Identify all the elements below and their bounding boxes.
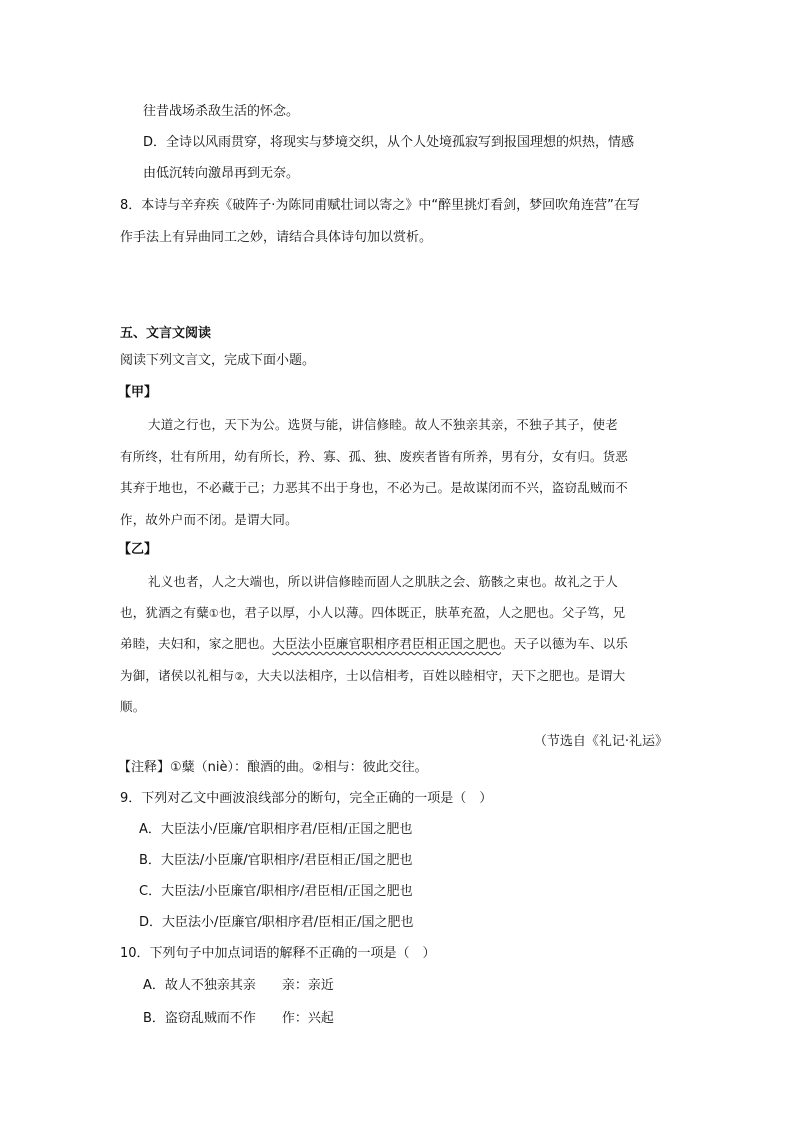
q7-option-d-line2: 由低沉转向激昂再到无奈。 bbox=[143, 166, 300, 181]
q10-stem: 10．下列句子中加点词语的解释不正确的一项是（ ） bbox=[120, 946, 436, 961]
section-title: 五、文言文阅读 bbox=[120, 326, 212, 341]
passage-yi-text: 为御，诸侯以礼相与 bbox=[120, 668, 235, 683]
q10-option-a: A．故人不独亲其亲 亲：亲近 bbox=[143, 978, 334, 993]
q9-option-a: A．大臣法小/臣廉/官职相序君/臣相/正国之肥也 bbox=[139, 822, 413, 837]
q7-option-c-continuation: 往昔战场杀敌生活的怀念。 bbox=[143, 104, 300, 119]
q8-stem-line2: 作手法上有异曲同工之妙，请结合具体诗句加以赏析。 bbox=[120, 230, 433, 245]
passage-jia-line: 有所终，壮有所用，幼有所长，矜、寡、孤、独、废疾者皆有所养，男有分，女有归。货恶 bbox=[120, 449, 629, 464]
passage-jia-label: 【甲】 bbox=[118, 385, 158, 400]
passage-yi-line: 礼义也者，人之大端也，所以讲信修睦而固人之肌肤之会、筋骸之束也。故礼之于人 bbox=[148, 574, 618, 589]
q9-stem: 9．下列对乙文中画波浪线部分的断句，完全正确的一项是（ ） bbox=[120, 791, 493, 806]
annotation-note: 【注释】①糵（niè）：酿酒的曲。②相与：彼此交往。 bbox=[118, 760, 428, 775]
q8-stem-line1: 8．本诗与辛弃疾《破阵子·为陈同甫赋壮词以寄之》中“醉里挑灯看剑，梦回吹角连营”在写 bbox=[120, 198, 640, 213]
passage-yi-text: ，大夫以法相序，士以信相考，百姓以睦相守，天下之肥也。是谓大 bbox=[244, 668, 626, 683]
passage-yi-text: 。天子以德为车、以乐 bbox=[501, 636, 629, 651]
passage-yi-line bbox=[120, 670, 625, 683]
passage-yi-text: 弟睦，夫妇和，家之肥也。 bbox=[120, 636, 273, 651]
passage-yi-label: 【乙】 bbox=[118, 542, 158, 557]
q9-option-d: D．大臣法小/臣廉官/职相序君/臣相正/国之肥也 bbox=[139, 915, 414, 930]
q9-option-b: B．大臣法/小臣廉/官职相序/君臣相正/国之肥也 bbox=[139, 853, 413, 868]
passage-yi-text: 也，君子以厚，小人以薄。四体既正，肤革充盈，人之肥也。父子笃，兄 bbox=[218, 605, 626, 620]
section-instruction: 阅读下列文言文，完成下面小题。 bbox=[120, 353, 316, 368]
q7-option-d-line1: D．全诗以风雨贯穿，将现实与梦境交织，从个人处境孤寂写到报国理想的炽热，情感 bbox=[143, 135, 635, 150]
passage-yi-line bbox=[120, 638, 628, 651]
footnote-marker: ① bbox=[208, 607, 219, 620]
footnote-marker: ② bbox=[234, 670, 245, 683]
passage-yi-text: 也，犹酒之有糵 bbox=[120, 605, 209, 620]
q10-option-b: B．盗窃乱贼而不作 作：兴起 bbox=[143, 1011, 334, 1026]
passage-jia-line: 大道之行也，天下为公。选贤与能，讲信修睦。故人不独亲其亲，不独子其子，使老 bbox=[148, 417, 618, 432]
passage-source: （节选自《礼记·礼运》 bbox=[533, 734, 668, 749]
passage-jia-line: 作，故外户而不闭。是谓大同。 bbox=[120, 512, 298, 527]
wavy-underlined-text: 大臣法小臣廉官职相序君臣相正国之肥也 bbox=[272, 636, 502, 651]
passage-yi-line bbox=[120, 607, 625, 620]
q9-option-c: C．大臣法/小臣廉官/职相序/君臣相/正国之肥也 bbox=[139, 884, 413, 899]
passage-yi-line: 顺。 bbox=[120, 699, 146, 714]
passage-jia-line: 其弃于地也，不必藏于己；力恶其不出于身也，不必为己。是故谋闭而不兴，盗窃乱贼而不 bbox=[120, 480, 629, 495]
